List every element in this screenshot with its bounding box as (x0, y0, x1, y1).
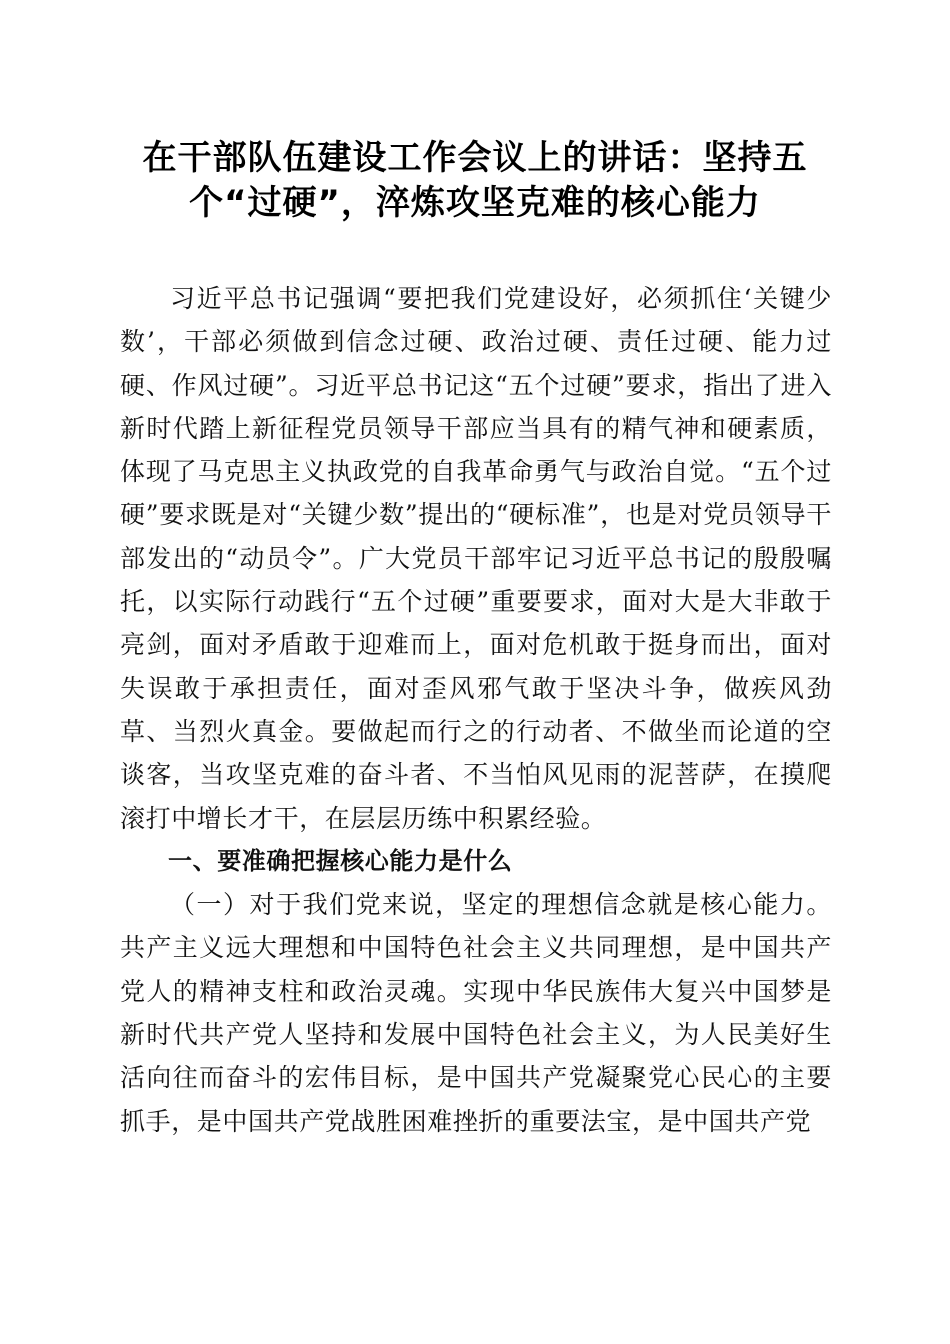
document-body (120, 277, 832, 1143)
intro-paragraph: 习近平总书记强调“要把我们党建设好，必须抓住‘关键少数’，干部必须做到信念过硬、政治过硬、责任过硬、能力过硬、作风过硬”。习近平总书记这“五个过硬”要求，指出了进入新时代踏上新征程党员领导干部应当具有的精气神和硬素质，体现了马克思主义执政党的自我革命勇气与政治自觉。“五个过硬”要求既是对“关键少数”提出的“硬标准”，也是对党员领导干部发出的“动员令”。广大党员干部牢记习近平总书记的殷殷嘱托，以实际行动践行“五个过硬”重要要求，面对大是大非敢于亮剑，面对矛盾敢于迎难而上，面对危机敢于挺身而出，面对失误敢于承担责任，面对歪风邪气敢于坚决斗争，做疾风劲草、当烈火真金。要做起而行之的行动者、不做坐而论道的空谈客，当攻坚克难的奋斗者、不当怕风见雨的泥菩萨，在摸爬滚打中增长才干，在层层历练中积累经验。 (120, 284, 832, 833)
document-title: 在干部队伍建设工作会议上的讲话：坚持五个“过硬”，淬炼攻坚克难的核心能力 (142, 138, 808, 223)
section-heading: 一、要准确把握核心能力是什么 (168, 846, 513, 875)
section-paragraph: （一）对于我们党来说，坚定的理想信念就是核心能力。共产主义远大理想和中国特色社会主义共同理想，是中国共产党人的精神支柱和政治灵魂。实现中华民族伟大复兴中国梦是新时代共产党人坚持和发展中国特色社会主义，为人民美好生活向往而奋斗的宏伟目标，是中国共产党凝聚党心民心的主要抓手，是中国共产党战胜困难挫折的重要法宝，是中国共产党 (120, 890, 832, 1136)
